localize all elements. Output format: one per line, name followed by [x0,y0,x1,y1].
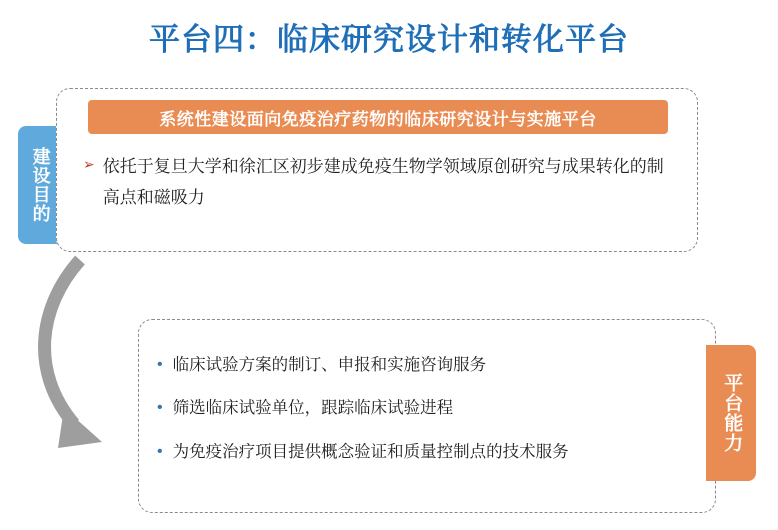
purpose-bullet-text: 依托于复旦大学和徐汇区初步建成免疫生物学领域原创研究与成果转化的制高点和磁吸力 [102,157,664,208]
dot-bullet-icon: • [157,442,163,460]
page-title: 平台四：临床研究设计和转化平台 [149,22,629,57]
purpose-banner: 系统性建设面向免疫治疗药物的临床研究设计与实施平台 [88,100,668,134]
capability-panel [138,319,716,513]
capability-item-text: 筛选临床试验单位，跟踪临床试验进程 [172,399,454,418]
arrow-bullet-icon: ➢ [83,156,95,172]
section-tab-purpose-label: 建设目的 [30,147,51,223]
section-tab-capability [706,345,756,481]
capability-item-text: 临床试验方案的制订、申报和实施咨询服务 [172,356,487,374]
section-tab-capability-label: 平台能力 [721,373,743,453]
capability-list [157,354,697,484]
dot-bullet-icon: • [157,399,163,417]
purpose-body [83,151,677,214]
list-item [157,397,697,419]
list-item [83,151,677,214]
purpose-panel [56,88,698,252]
dot-bullet-icon: • [157,356,163,373]
list-item [157,354,697,376]
list-item [157,441,697,463]
capability-item-text: 为免疫治疗项目提供概念验证和质量控制点的技术服务 [172,442,569,461]
